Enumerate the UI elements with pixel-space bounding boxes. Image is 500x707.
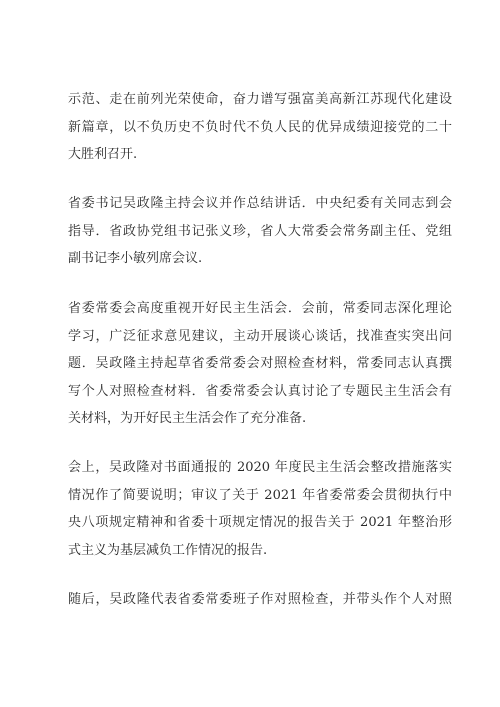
paragraph-3 bbox=[68, 295, 452, 433]
text-line: 副书记李小敏列席会议. bbox=[68, 251, 203, 266]
paragraph-4 bbox=[68, 454, 452, 564]
text-line: 新篇章，以不负历史不负时代不负人民的优异成绩迎接党的二十 bbox=[68, 119, 452, 135]
text-line: 示范、走在前列光荣使命，奋力谱写强富美高新江苏现代化建设 bbox=[68, 92, 452, 107]
text-line: 会上，吴政隆对书面通报的 2020 年度民主生活会整改措施落实 bbox=[68, 460, 452, 475]
text-line: 关材料，为开好民主生活会作了充分准备. bbox=[68, 411, 307, 426]
paragraph-1 bbox=[68, 86, 452, 169]
paragraph-5 bbox=[68, 586, 452, 614]
text-line: 省委书记吴政隆主持会议并作总结讲话．中央纪委有关同志到会 bbox=[68, 196, 452, 211]
text-line: 随后，吴政隆代表省委常委班子作对照检查，并带头作个人对照 bbox=[68, 592, 452, 607]
text-line: 题．吴政隆主持起草省委常委会对照检查材料，常委同志认真撰 bbox=[68, 356, 452, 371]
text-line: 情况作了简要说明；审议了关于 2021 年省委常委会贯彻执行中 bbox=[68, 487, 452, 503]
text-line: 学习，广泛征求意见建议，主动开展谈心谈话，找准查实突出问 bbox=[68, 328, 452, 344]
text-line: 省委常委会高度重视开好民主生活会．会前，常委同志深化理论 bbox=[68, 301, 452, 316]
text-line: 指导．省政协党组书记张义珍，省人大常委会常务副主任、党组 bbox=[68, 223, 452, 239]
text-line: 写个人对照检查材料．省委常委会认真讨论了专题民主生活会有 bbox=[68, 383, 452, 399]
text-line: 大胜利召开. bbox=[68, 147, 138, 162]
paragraph-2 bbox=[68, 190, 452, 273]
text-line: 式主义为基层减负工作情况的报告. bbox=[68, 542, 268, 558]
text-line: 央八项规定精神和省委十项规定情况的报告关于 2021 年整治形 bbox=[68, 515, 452, 530]
